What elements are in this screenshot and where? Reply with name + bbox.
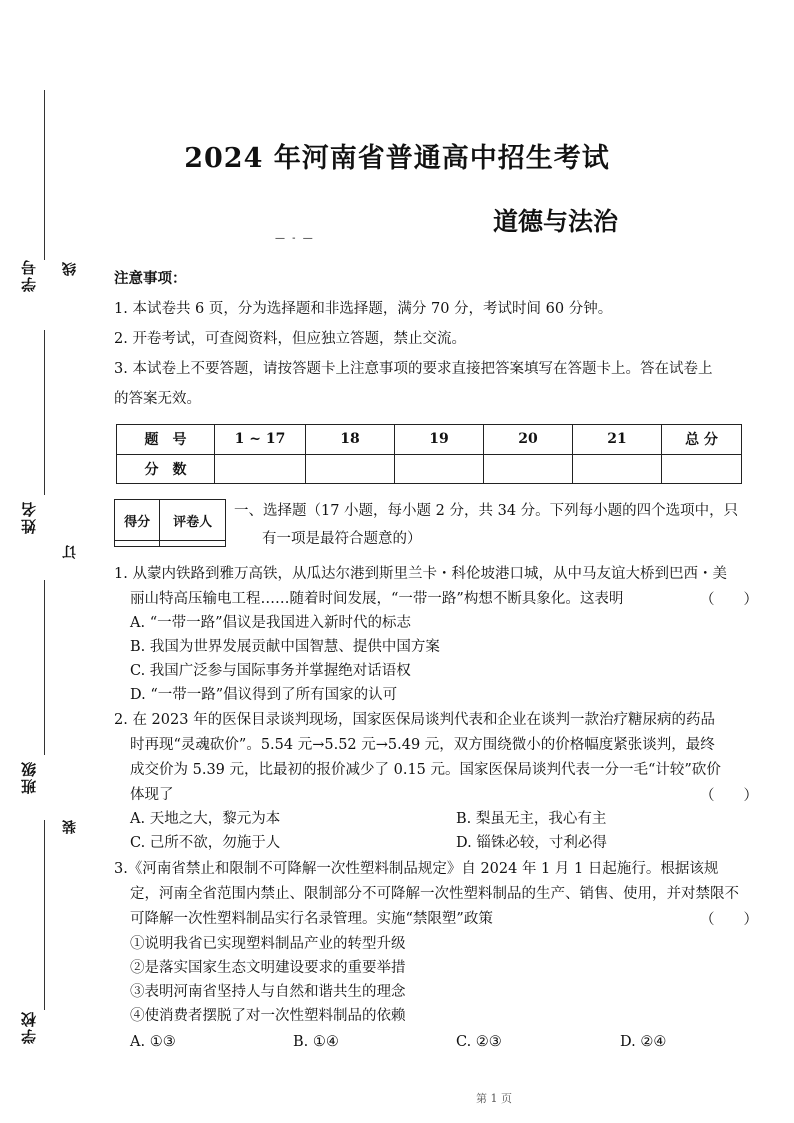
bind-zhuang-mark: 装 bbox=[62, 820, 78, 834]
note-item: 3. 本试卷上不要答题，请按答题卡上注意事项的要求直接把答案填写在答题卡上。答在试卷上 bbox=[114, 361, 713, 377]
score-table-cell: 1 ~ 17 bbox=[215, 425, 306, 455]
statement-item: ②是落实国家生态文明建设要求的重要举措 bbox=[130, 960, 406, 976]
bind-line-mark: 线 bbox=[62, 262, 78, 276]
student-id-label: 学号 bbox=[20, 258, 38, 292]
name-label: 姓名 bbox=[20, 500, 38, 534]
note-item: 2. 开卷考试，可查阅资料，但应独立答题，禁止交流。 bbox=[114, 331, 466, 347]
score-entry-cell[interactable] bbox=[215, 454, 306, 484]
section-heading: 有一项是最符合题意的） bbox=[262, 531, 422, 547]
score-table-cell: 题 号 bbox=[117, 425, 215, 455]
score-entry-cell[interactable] bbox=[306, 454, 395, 484]
option-d: D. 锱铢必较，寸利必得 bbox=[456, 835, 607, 851]
option-c: C. 己所不欲，勿施于人 bbox=[130, 835, 281, 851]
score-table bbox=[116, 424, 742, 484]
question-stem: 1. 从蒙内铁路到雅万高铁，从瓜达尔港到斯里兰卡・科伦坡港口城，从中马友谊大桥到巴西・美 bbox=[114, 566, 727, 582]
question-stem: 2. 在 2023 年的医保目录谈判现场，国家医保局谈判代表和企业在谈判一款治疗糖尿病的药品 bbox=[114, 712, 716, 728]
question-stem: 3.《河南省禁止和限制不可降解一次性塑料制品规定》自 2024 年 1 月 1 日起施行。根据该规 bbox=[114, 861, 719, 877]
option-b: B. 我国为世界发展贡献中国智慧、提供中国方案 bbox=[130, 639, 440, 655]
option-d: D. “一带一路”倡议得到了所有国家的认可 bbox=[130, 687, 398, 703]
subject-title: 道德与法治 bbox=[493, 207, 619, 236]
grader-name-cell[interactable] bbox=[160, 541, 226, 547]
score-table-cell: 18 bbox=[306, 425, 395, 455]
score-table-cell: 19 bbox=[395, 425, 484, 455]
exam-title: 2024 年河南省普通高中招生考试 bbox=[184, 143, 610, 174]
header-marks: — - — bbox=[275, 233, 315, 244]
option-a: A. “一带一路”倡议是我国进入新时代的标志 bbox=[130, 615, 412, 631]
score-table-cell: 分 数 bbox=[117, 454, 215, 484]
note-item: 1. 本试卷共 6 页，分为选择题和非选择题，满分 70 分，考试时间 60 分钟。 bbox=[114, 301, 613, 317]
note-item: 的答案无效。 bbox=[114, 391, 201, 407]
score-entry-cell[interactable] bbox=[662, 454, 742, 484]
page-number: 第 1 页 bbox=[476, 1092, 512, 1105]
score-entry-cell[interactable] bbox=[573, 454, 662, 484]
option-a: A. 天地之大，黎元为本 bbox=[130, 811, 281, 827]
grader-box bbox=[114, 499, 226, 547]
answer-paren: （ ） bbox=[700, 912, 758, 928]
class-line bbox=[44, 580, 45, 755]
question-stem: 丽山特高压输电工程……随着时间发展，“一带一路”构想不断具象化。这表明 bbox=[130, 591, 624, 607]
question-stem: 体现了 bbox=[130, 787, 174, 803]
score-table-cell: 21 bbox=[573, 425, 662, 455]
name-line bbox=[44, 330, 45, 495]
grader-score-cell[interactable] bbox=[115, 541, 160, 547]
option-c: C. ②③ bbox=[456, 1034, 502, 1050]
question-stem: 成交价为 5.39 元，比最初的报价减少了 0.15 元。国家医保局谈判代表一分一毛“计较”砍价 bbox=[130, 762, 721, 778]
school-line bbox=[44, 820, 45, 1010]
bind-ding-mark: 订 bbox=[62, 545, 78, 559]
score-table-cell: 总 分 bbox=[662, 425, 742, 455]
question-stem: 定，河南全省范围内禁止、限制部分不可降解一次性塑料制品的生产、销售、使用，并对禁限不 bbox=[130, 886, 739, 902]
score-table-header-row bbox=[117, 425, 742, 455]
option-b: B. 梨虽无主，我心有主 bbox=[456, 811, 607, 827]
score-table-cell: 20 bbox=[484, 425, 573, 455]
score-entry-cell[interactable] bbox=[484, 454, 573, 484]
statement-item: ①说明我省已实现塑料制品产业的转型升级 bbox=[130, 936, 406, 952]
answer-paren: （ ） bbox=[700, 592, 758, 608]
option-b: B. ①④ bbox=[293, 1034, 339, 1050]
student-id-line bbox=[44, 90, 45, 260]
score-table-score-row bbox=[117, 454, 742, 484]
score-entry-cell[interactable] bbox=[395, 454, 484, 484]
question-stem: 可降解一次性塑料制品实行名录管理。实施“禁限塑”政策 bbox=[130, 911, 493, 927]
question-stem: 时再现“灵魂砍价”。5.54 元→5.52 元→5.49 元，双方围绕微小的价格幅度紧张谈判，最终 bbox=[130, 737, 715, 753]
notes-heading: 注意事项： bbox=[114, 271, 187, 287]
statement-item: ④使消费者摆脱了对一次性塑料制品的依赖 bbox=[130, 1008, 406, 1024]
answer-paren: （ ） bbox=[700, 788, 758, 804]
section-heading: 一、选择题（17 小题，每小题 2 分，共 34 分。下列每小题的四个选项中，只 bbox=[234, 503, 739, 519]
option-a: A. ①③ bbox=[130, 1034, 176, 1050]
class-label: 班级 bbox=[20, 760, 38, 794]
option-c: C. 我国广泛参与国际事务并掌握绝对话语权 bbox=[130, 663, 411, 679]
grader-name-label: 评卷人 bbox=[160, 500, 226, 541]
school-label: 学校 bbox=[20, 1010, 38, 1044]
grader-score-label: 得分 bbox=[115, 500, 160, 541]
option-d: D. ②④ bbox=[620, 1034, 667, 1050]
statement-item: ③表明河南省坚持人与自然和谐共生的理念 bbox=[130, 984, 406, 1000]
